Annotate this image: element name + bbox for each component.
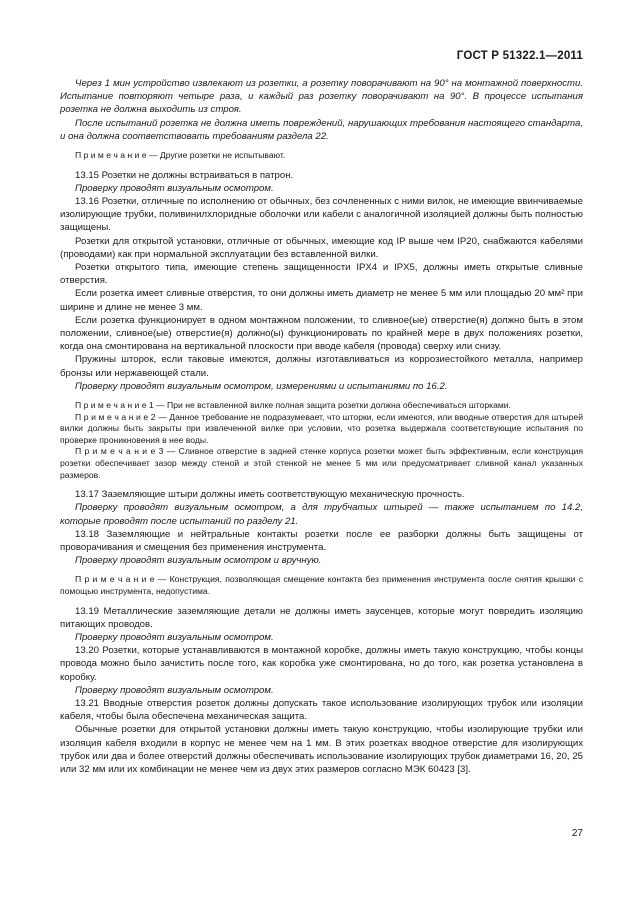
clause-13-20: 13.20 Розетки, которые устанавливаются в монтажной коробке, должны иметь такую конструкцию, чтобы концы провода можно было зачистить после того, как коробка уже смонтирована, но до того, как розетка установлена в коробку.	[60, 645, 583, 683]
verification-text: Проверку проводят визуальным осмотром, а для трубчатых штырей — также испытанием по 14.2, которые проводят после испытаний по разделу 21.	[60, 502, 583, 527]
paragraph: После испытаний розетка не должна иметь повреждений, нарушающих требования настоящего стандарта, и она должна соответствовать требованиям раздела 22.	[60, 117, 583, 142]
verification-text: Проверку проводят визуальным осмотром, измерениями и испытаниями по 16.2.	[75, 380, 448, 392]
verification-text: Проверку проводят визуальным осмотром.	[75, 182, 274, 194]
note: П р и м е ч а н и е — Другие розетки не испытывают.	[75, 150, 286, 161]
standard-designation: ГОСТ Р 51322.1—2011	[456, 50, 583, 62]
paragraph: Если розетка имеет сливные отверстия, то они должны иметь диаметр не менее 5 мм или площадью 20 мм² при ширине и длине не менее 3 мм.	[60, 288, 583, 313]
clause-13-16: 13.16 Розетки, отличные по исполнению от обычных, без сочлененных с ними вилок, не имеющие ввинчиваемые изолирующие трубки, поливинилхлоридные оболочки или кабели с аналогичной изоляцией должны быть полностью защищены.	[60, 196, 583, 234]
clause-13-15: 13.15 Розетки не должны встраиваться в патрон.	[75, 169, 294, 181]
paragraph: Если розетка функционирует в одном монтажном положении, то сливное(ые) отверстие(я) должно быть в этом положении, сливное(ые) отверстие(я) должно(ы) функционировать по крайней мере в двух положениях розетки, когда она смонтирована на вертикальной плоскости при вводе кабеля (провода) сверху или снизу.	[60, 314, 583, 353]
verification-text: Проверку проводят визуальным осмотром.	[75, 632, 274, 644]
note: П р и м е ч а н и е — Конструкция, позволяющая смещение контакта без применения инструмента после снятия крышки с помощью инструмента, недопустима.	[60, 574, 583, 597]
document-body	[60, 77, 583, 776]
verification-text: Проверку проводят визуальным осмотром и вручную.	[75, 555, 322, 567]
paragraph: Пружины шторок, если таковые имеются, должны изготавливаться из коррозиестойкого металла, например бронзы или нержавеющей стали.	[60, 354, 583, 379]
verification-text: Проверку проводят визуальным осмотром.	[75, 684, 274, 696]
paragraph: Обычные розетки для открытой установки должны иметь такую конструкцию, чтобы изолирующие трубки или изоляция кабеля входили в корпус не менее чем на 1 мм. В этих розетках вводное отверстие для изолирующих трубок или два и более отверстий должны обеспечивать использование изолирующих трубок диаметрами 16, 20, 25 или 32 мм или их комбинации не менее чем из двух этих размеров согласно МЭК 60423 [3].	[60, 724, 583, 776]
clause-13-19: 13.19 Металлические заземляющие детали не должны иметь заусенцев, которые могут повредить изоляцию питающих проводов.	[60, 605, 583, 630]
clause-13-17: 13.17 Заземляющие штыри должны иметь соответствующую механическую прочность.	[75, 489, 465, 501]
note-2: П р и м е ч а н и е 2 — Данное требование не подразумевает, что шторки, если имеются, или вводные отверстия для штырей вилки должны быть закрыты при извлеченной вилке при условии, что розетка выдержала соответствующие испытания по проверке проникновения в нее воды.	[60, 411, 583, 445]
page-number: 27	[571, 828, 583, 839]
note-1: П р и м е ч а н и е 1 — При не вставленной вилке полная защита розетки должна обеспечиваться шторками.	[75, 400, 511, 411]
paragraph: Розетки открытого типа, имеющие степень защищенности IPX4 и IPX5, должны иметь открытые сливные отверстия.	[60, 262, 583, 287]
clause-13-21: 13.21 Вводные отверстия розеток должны допускать такое использование изолирующих трубок или изоляции кабеля, чтобы была обеспечена механическая защита.	[60, 698, 583, 723]
paragraph: Через 1 мин устройство извлекают из розетки, а розетку поворачивают на 90° на монтажной поверхности. Испытание повторяют четыре раза, и каждый раз розетку поворачивают на 90°. В процессе испытания розетка не должна выходить из строя.	[60, 78, 583, 116]
clause-13-18: 13.18 Заземляющие и нейтральные контакты розетки после ее разборки должны быть защищены от проворачивания и смещения без применения инструмента.	[60, 528, 583, 554]
paragraph: Розетки для открытой установки, отличные от обычных, имеющие код IP выше чем IP20, снабжаются кабелями (проводами) как при нормальной эксплуатации без вставленной вилки.	[60, 235, 583, 260]
note-3: П р и м е ч а н и е 3 — Сливное отверстие в задней стенке корпуса розетки может быть эффективным, если конструкция розетки обеспечивает зазор между стеной и этой стенкой не менее 5 мм или предусматривает сливной канал указанных размеров.	[60, 446, 583, 480]
